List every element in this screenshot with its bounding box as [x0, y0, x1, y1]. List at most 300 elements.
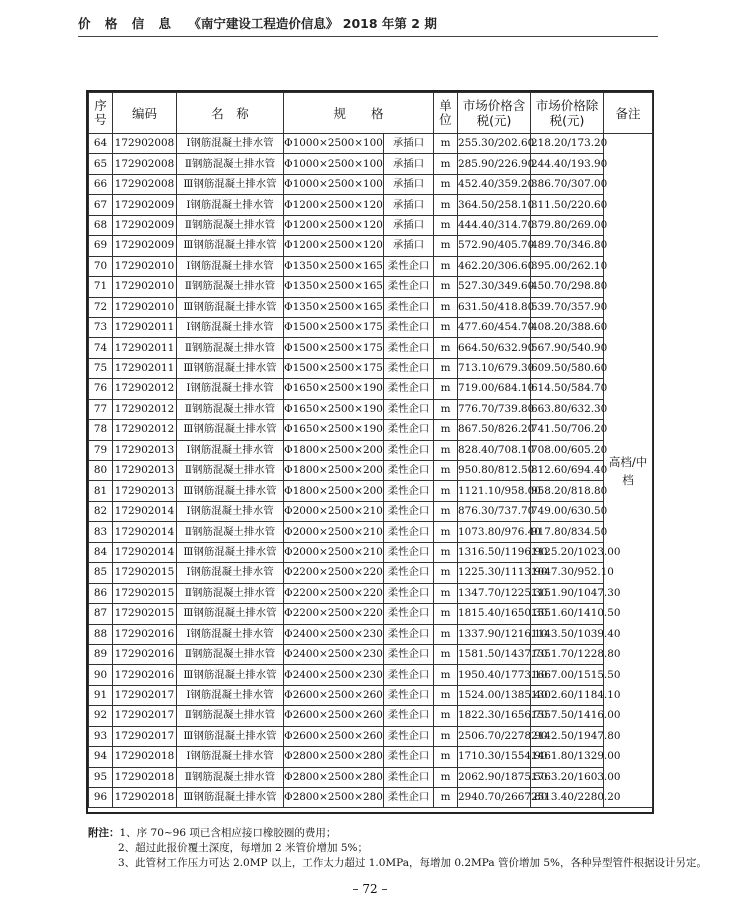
- row-code: 172902015: [113, 604, 177, 624]
- row-joint: 柔性企口: [384, 767, 434, 787]
- row-name: Ⅱ钢筋混凝土排水管: [177, 767, 284, 787]
- table-row: [89, 174, 653, 194]
- row-code: 172902017: [113, 726, 177, 746]
- row-unit: m: [434, 236, 458, 256]
- row-code: 172902012: [113, 379, 177, 399]
- row-name: Ⅰ钢筋混凝土排水管: [177, 685, 284, 705]
- row-name: Ⅲ钢筋混凝土排水管: [177, 726, 284, 746]
- table-row: [89, 624, 653, 644]
- row-unit: m: [434, 379, 458, 399]
- row-name: Ⅲ钢筋混凝土排水管: [177, 788, 284, 808]
- row-price-notax: 386.70/307.00: [531, 174, 604, 194]
- row-spec: Φ1500×2500×175: [284, 358, 384, 378]
- row-spec: Φ1500×2500×175: [284, 338, 384, 358]
- row-joint: 柔性企口: [384, 461, 434, 481]
- row-unit: m: [434, 195, 458, 215]
- row-seq: 71: [89, 277, 113, 297]
- row-name: Ⅰ钢筋混凝土排水管: [177, 747, 284, 767]
- row-price-tax: 1337.90/1216.10: [458, 624, 531, 644]
- row-name: Ⅱ钢筋混凝土排水管: [177, 583, 284, 603]
- row-spec: Φ2000×2500×210: [284, 542, 384, 562]
- row-unit: m: [434, 665, 458, 685]
- row-price-notax: 1461.80/1329.00: [531, 747, 604, 767]
- row-remark: 高档/中档: [604, 134, 653, 808]
- row-spec: Φ2000×2500×210: [284, 501, 384, 521]
- row-seq: 85: [89, 563, 113, 583]
- row-unit: m: [434, 583, 458, 603]
- row-spec: Φ1200×2500×120: [284, 236, 384, 256]
- row-spec: Φ1000×2500×100: [284, 174, 384, 194]
- row-code: 172902009: [113, 195, 177, 215]
- row-spec: Φ1650×2500×190: [284, 399, 384, 419]
- row-spec: Φ1800×2500×200: [284, 440, 384, 460]
- row-name: Ⅲ钢筋混凝土排水管: [177, 420, 284, 440]
- row-name: Ⅱ钢筋混凝土排水管: [177, 644, 284, 664]
- row-code: 172902015: [113, 583, 177, 603]
- table-row: [89, 317, 653, 337]
- row-seq: 80: [89, 461, 113, 481]
- row-joint: 承插口: [384, 174, 434, 194]
- row-unit: m: [434, 624, 458, 644]
- row-code: 172902017: [113, 685, 177, 705]
- table-row: [89, 256, 653, 276]
- row-price-notax: 609.50/580.60: [531, 358, 604, 378]
- row-spec: Φ2400×2500×230: [284, 665, 384, 685]
- row-seq: 73: [89, 317, 113, 337]
- row-name: Ⅰ钢筋混凝土排水管: [177, 501, 284, 521]
- row-unit: m: [434, 747, 458, 767]
- row-price-notax: 749.00/630.50: [531, 501, 604, 521]
- row-seq: 81: [89, 481, 113, 501]
- row-price-notax: 958.20/818.80: [531, 481, 604, 501]
- row-code: 172902018: [113, 747, 177, 767]
- row-price-tax: 2506.70/2278.90: [458, 726, 531, 746]
- row-code: 172902009: [113, 236, 177, 256]
- page-number: – 72 –: [352, 882, 388, 896]
- row-name: Ⅲ钢筋混凝土排水管: [177, 481, 284, 501]
- row-seq: 67: [89, 195, 113, 215]
- row-joint: 柔性企口: [384, 542, 434, 562]
- row-name: Ⅱ钢筋混凝土排水管: [177, 338, 284, 358]
- row-name: Ⅱ钢筋混凝土排水管: [177, 277, 284, 297]
- header-rule: [78, 36, 658, 37]
- row-joint: 柔性企口: [384, 317, 434, 337]
- row-name: Ⅱ钢筋混凝土排水管: [177, 154, 284, 174]
- row-name: Ⅲ钢筋混凝土排水管: [177, 665, 284, 685]
- row-code: 172902016: [113, 624, 177, 644]
- row-seq: 70: [89, 256, 113, 276]
- col-header-seq: 序号: [89, 93, 113, 134]
- row-unit: m: [434, 767, 458, 787]
- row-spec: Φ1200×2500×120: [284, 215, 384, 235]
- row-joint: 柔性企口: [384, 277, 434, 297]
- row-seq: 91: [89, 685, 113, 705]
- row-name: Ⅲ钢筋混凝土排水管: [177, 174, 284, 194]
- row-price-notax: 1351.70/1228.80: [531, 644, 604, 664]
- row-spec: Φ2800×2500×280: [284, 747, 384, 767]
- row-joint: 柔性企口: [384, 563, 434, 583]
- row-price-tax: 527.30/349.60: [458, 277, 531, 297]
- table-row: [89, 747, 653, 767]
- row-code: 172902014: [113, 501, 177, 521]
- row-price-tax: 828.40/708.10: [458, 440, 531, 460]
- row-seq: 74: [89, 338, 113, 358]
- row-price-notax: 1551.60/1410.50: [531, 604, 604, 624]
- row-spec: Φ1000×2500×100: [284, 154, 384, 174]
- row-code: 172902017: [113, 706, 177, 726]
- col-header-price-notax: 市场价格除税(元): [531, 93, 604, 134]
- row-unit: m: [434, 501, 458, 521]
- row-price-notax: 2513.40/2280.20: [531, 788, 604, 808]
- row-joint: 柔性企口: [384, 481, 434, 501]
- table-row: [89, 501, 653, 521]
- row-unit: m: [434, 215, 458, 235]
- row-price-tax: 2940.70/2667.80: [458, 788, 531, 808]
- table-body: [89, 134, 653, 808]
- row-code: 172902012: [113, 399, 177, 419]
- row-name: Ⅲ钢筋混凝土排水管: [177, 542, 284, 562]
- row-unit: m: [434, 461, 458, 481]
- row-price-notax: 1125.20/1023.00: [531, 542, 604, 562]
- row-seq: 78: [89, 420, 113, 440]
- row-price-notax: 741.50/706.20: [531, 420, 604, 440]
- row-name: Ⅰ钢筋混凝土排水管: [177, 624, 284, 644]
- row-code: 172902016: [113, 644, 177, 664]
- row-code: 172902008: [113, 174, 177, 194]
- row-unit: m: [434, 134, 458, 154]
- row-name: Ⅰ钢筋混凝土排水管: [177, 134, 284, 154]
- row-joint: 柔性企口: [384, 624, 434, 644]
- row-code: 172902011: [113, 358, 177, 378]
- row-unit: m: [434, 277, 458, 297]
- price-table-frame: [86, 90, 654, 814]
- row-spec: Φ1350×2500×165: [284, 256, 384, 276]
- row-joint: 柔性企口: [384, 726, 434, 746]
- row-code: 172902008: [113, 154, 177, 174]
- row-name: Ⅰ钢筋混凝土排水管: [177, 379, 284, 399]
- row-code: 172902013: [113, 481, 177, 501]
- table-row: [89, 358, 653, 378]
- row-price-tax: 462.20/306.60: [458, 256, 531, 276]
- row-price-notax: 379.80/269.00: [531, 215, 604, 235]
- row-price-tax: 364.50/258.10: [458, 195, 531, 215]
- row-joint: 柔性企口: [384, 604, 434, 624]
- row-price-tax: 1815.40/1650.30: [458, 604, 531, 624]
- row-joint: 柔性企口: [384, 420, 434, 440]
- table-row: [89, 706, 653, 726]
- row-seq: 84: [89, 542, 113, 562]
- row-price-tax: 1225.30/1113.90: [458, 563, 531, 583]
- row-seq: 79: [89, 440, 113, 460]
- table-row: [89, 134, 653, 154]
- row-price-tax: 255.30/202.60: [458, 134, 531, 154]
- row-price-tax: 2062.90/1875.50: [458, 767, 531, 787]
- row-code: 172902008: [113, 134, 177, 154]
- row-seq: 96: [89, 788, 113, 808]
- row-spec: Φ2200×2500×220: [284, 563, 384, 583]
- row-spec: Φ2800×2500×280: [284, 767, 384, 787]
- row-price-notax: 614.50/584.70: [531, 379, 604, 399]
- row-price-tax: 1524.00/1385.40: [458, 685, 531, 705]
- table-header-row: [89, 93, 653, 134]
- row-seq: 93: [89, 726, 113, 746]
- table-row: [89, 236, 653, 256]
- row-price-notax: 1763.20/1603.00: [531, 767, 604, 787]
- row-spec: Φ2600×2500×260: [284, 685, 384, 705]
- row-spec: Φ2400×2500×230: [284, 644, 384, 664]
- row-seq: 83: [89, 522, 113, 542]
- table-row: [89, 726, 653, 746]
- table-row: [89, 563, 653, 583]
- row-unit: m: [434, 563, 458, 583]
- table-row: [89, 338, 653, 358]
- row-unit: m: [434, 706, 458, 726]
- row-price-tax: 1316.50/1196.90: [458, 542, 531, 562]
- row-unit: m: [434, 174, 458, 194]
- row-price-notax: 395.00/262.10: [531, 256, 604, 276]
- footnotes-heading: 附注：: [88, 827, 120, 839]
- row-code: 172902013: [113, 461, 177, 481]
- row-price-tax: 713.10/679.30: [458, 358, 531, 378]
- row-spec: Φ1350×2500×165: [284, 277, 384, 297]
- row-unit: m: [434, 338, 458, 358]
- table-row: [89, 481, 653, 501]
- footnote-line: 2、超过此报价覆土深度，每增加 2 米管价增加 5%；: [118, 842, 369, 854]
- row-price-tax: 477.60/454.70: [458, 317, 531, 337]
- row-price-tax: 876.30/737.70: [458, 501, 531, 521]
- row-spec: Φ1200×2500×120: [284, 195, 384, 215]
- row-unit: m: [434, 399, 458, 419]
- row-spec: Φ2400×2500×230: [284, 624, 384, 644]
- row-unit: m: [434, 420, 458, 440]
- row-unit: m: [434, 297, 458, 317]
- table-row: [89, 665, 653, 685]
- row-unit: m: [434, 685, 458, 705]
- row-joint: 承插口: [384, 236, 434, 256]
- row-price-tax: 664.50/632.90: [458, 338, 531, 358]
- table-row: [89, 297, 653, 317]
- row-seq: 95: [89, 767, 113, 787]
- row-unit: m: [434, 604, 458, 624]
- row-price-tax: 867.50/826.20: [458, 420, 531, 440]
- row-code: 172902011: [113, 338, 177, 358]
- row-name: Ⅰ钢筋混凝土排水管: [177, 256, 284, 276]
- row-code: 172902010: [113, 297, 177, 317]
- row-price-notax: 567.90/540.90: [531, 338, 604, 358]
- row-seq: 92: [89, 706, 113, 726]
- row-seq: 88: [89, 624, 113, 644]
- table-row: [89, 522, 653, 542]
- row-code: 172902018: [113, 767, 177, 787]
- row-seq: 77: [89, 399, 113, 419]
- footnote-line: 3、此管材工作压力可达 2.0MP 以上，工作太力超过 1.0MPa，每增加 0.2MPa 管价增加 5%，各种异型管件根据设计另定。: [118, 857, 707, 869]
- table-row: [89, 604, 653, 624]
- row-seq: 94: [89, 747, 113, 767]
- row-name: Ⅲ钢筋混凝土排水管: [177, 236, 284, 256]
- row-code: 172902014: [113, 542, 177, 562]
- row-price-tax: 444.40/314.70: [458, 215, 531, 235]
- row-price-tax: 1347.70/1225.30: [458, 583, 531, 603]
- table-row: [89, 644, 653, 664]
- row-code: 172902009: [113, 215, 177, 235]
- row-joint: 柔性企口: [384, 379, 434, 399]
- table-row: [89, 195, 653, 215]
- row-seq: 86: [89, 583, 113, 603]
- row-joint: 柔性企口: [384, 644, 434, 664]
- row-seq: 82: [89, 501, 113, 521]
- row-code: 172902010: [113, 277, 177, 297]
- row-price-notax: 408.20/388.60: [531, 317, 604, 337]
- row-unit: m: [434, 154, 458, 174]
- table-row: [89, 440, 653, 460]
- row-seq: 66: [89, 174, 113, 194]
- row-seq: 64: [89, 134, 113, 154]
- row-price-notax: 1151.90/1047.30: [531, 583, 604, 603]
- row-code: 172902012: [113, 420, 177, 440]
- row-price-notax: 218.20/173.20: [531, 134, 604, 154]
- row-price-notax: 489.70/346.80: [531, 236, 604, 256]
- row-price-notax: 450.70/298.80: [531, 277, 604, 297]
- row-unit: m: [434, 256, 458, 276]
- row-price-tax: 1121.10/958.00: [458, 481, 531, 501]
- row-price-notax: 539.70/357.90: [531, 297, 604, 317]
- row-unit: m: [434, 644, 458, 664]
- row-spec: Φ2200×2500×220: [284, 583, 384, 603]
- row-joint: 柔性企口: [384, 338, 434, 358]
- row-seq: 90: [89, 665, 113, 685]
- row-price-tax: 1581.50/1437.70: [458, 644, 531, 664]
- row-name: Ⅲ钢筋混凝土排水管: [177, 297, 284, 317]
- row-joint: 柔性企口: [384, 788, 434, 808]
- row-price-notax: 1143.50/1039.40: [531, 624, 604, 644]
- row-price-tax: 1822.30/1656.70: [458, 706, 531, 726]
- footnotes: [88, 826, 728, 871]
- table-row: [89, 154, 653, 174]
- row-price-tax: 1710.30/1554.90: [458, 747, 531, 767]
- row-spec: Φ1650×2500×190: [284, 379, 384, 399]
- row-spec: Φ1800×2500×200: [284, 481, 384, 501]
- table-row: [89, 215, 653, 235]
- row-name: Ⅱ钢筋混凝土排水管: [177, 706, 284, 726]
- row-code: 172902011: [113, 317, 177, 337]
- row-code: 172902014: [113, 522, 177, 542]
- row-name: Ⅲ钢筋混凝土排水管: [177, 604, 284, 624]
- row-price-tax: 631.50/418.80: [458, 297, 531, 317]
- row-price-notax: 917.80/834.50: [531, 522, 604, 542]
- row-price-tax: 285.90/226.90: [458, 154, 531, 174]
- page-header: [78, 14, 658, 36]
- row-price-tax: 719.00/684.10: [458, 379, 531, 399]
- row-price-tax: 1073.80/976.40: [458, 522, 531, 542]
- row-price-notax: 1557.50/1416.00: [531, 706, 604, 726]
- row-code: 172902016: [113, 665, 177, 685]
- row-code: 172902013: [113, 440, 177, 460]
- row-spec: Φ2600×2500×260: [284, 706, 384, 726]
- row-seq: 87: [89, 604, 113, 624]
- row-unit: m: [434, 358, 458, 378]
- row-joint: 柔性企口: [384, 583, 434, 603]
- row-price-tax: 452.40/359.20: [458, 174, 531, 194]
- row-seq: 72: [89, 297, 113, 317]
- footnote-line: 1、序 70~96 项已含相应接口橡胶圈的费用；: [119, 827, 337, 839]
- row-joint: 柔性企口: [384, 440, 434, 460]
- row-joint: 柔性企口: [384, 297, 434, 317]
- row-price-notax: 1047.30/952.10: [531, 563, 604, 583]
- table-row: [89, 583, 653, 603]
- table-row: [89, 788, 653, 808]
- col-header-name: 名 称: [177, 93, 284, 134]
- price-table: [88, 92, 653, 808]
- row-joint: 柔性企口: [384, 358, 434, 378]
- header-label: 价 格 信 息: [78, 16, 177, 31]
- row-spec: Φ2800×2500×280: [284, 788, 384, 808]
- col-header-unit: 单位: [434, 93, 458, 134]
- row-seq: 65: [89, 154, 113, 174]
- table-row: [89, 379, 653, 399]
- row-joint: 柔性企口: [384, 501, 434, 521]
- row-price-notax: 1667.00/1515.50: [531, 665, 604, 685]
- table-row: [89, 399, 653, 419]
- row-unit: m: [434, 317, 458, 337]
- row-code: 172902015: [113, 563, 177, 583]
- row-joint: 柔性企口: [384, 522, 434, 542]
- row-name: Ⅱ钢筋混凝土排水管: [177, 461, 284, 481]
- row-unit: m: [434, 440, 458, 460]
- row-joint: 柔性企口: [384, 256, 434, 276]
- col-header-price-tax: 市场价格含税(元): [458, 93, 531, 134]
- col-header-code: 编码: [113, 93, 177, 134]
- table-row: [89, 685, 653, 705]
- col-header-remark: 备注: [604, 93, 653, 134]
- row-name: Ⅱ钢筋混凝土排水管: [177, 215, 284, 235]
- row-joint: 承插口: [384, 154, 434, 174]
- row-price-tax: 776.70/739.80: [458, 399, 531, 419]
- row-joint: 柔性企口: [384, 685, 434, 705]
- row-spec: Φ2200×2500×220: [284, 604, 384, 624]
- table-row: [89, 767, 653, 787]
- row-joint: 柔性企口: [384, 399, 434, 419]
- row-name: Ⅰ钢筋混凝土排水管: [177, 440, 284, 460]
- row-price-notax: 311.50/220.60: [531, 195, 604, 215]
- row-price-tax: 950.80/812.50: [458, 461, 531, 481]
- col-header-spec: 规 格: [284, 93, 434, 134]
- row-seq: 75: [89, 358, 113, 378]
- row-price-notax: 708.00/605.20: [531, 440, 604, 460]
- row-spec: Φ1350×2500×165: [284, 297, 384, 317]
- row-price-notax: 1302.60/1184.10: [531, 685, 604, 705]
- row-joint: 承插口: [384, 195, 434, 215]
- row-code: 172902010: [113, 256, 177, 276]
- row-joint: 柔性企口: [384, 665, 434, 685]
- row-unit: m: [434, 542, 458, 562]
- row-unit: m: [434, 726, 458, 746]
- row-price-notax: 2142.50/1947.80: [531, 726, 604, 746]
- row-name: Ⅱ钢筋混凝土排水管: [177, 522, 284, 542]
- row-price-tax: 1950.40/1773.10: [458, 665, 531, 685]
- row-name: Ⅰ钢筋混凝土排水管: [177, 195, 284, 215]
- row-price-notax: 812.60/694.40: [531, 461, 604, 481]
- row-joint: 承插口: [384, 215, 434, 235]
- row-name: Ⅰ钢筋混凝土排水管: [177, 317, 284, 337]
- row-code: 172902018: [113, 788, 177, 808]
- row-joint: 柔性企口: [384, 706, 434, 726]
- row-unit: m: [434, 481, 458, 501]
- row-price-tax: 572.90/405.70: [458, 236, 531, 256]
- row-name: Ⅱ钢筋混凝土排水管: [177, 399, 284, 419]
- row-joint: 柔性企口: [384, 747, 434, 767]
- row-spec: Φ1650×2500×190: [284, 420, 384, 440]
- row-seq: 68: [89, 215, 113, 235]
